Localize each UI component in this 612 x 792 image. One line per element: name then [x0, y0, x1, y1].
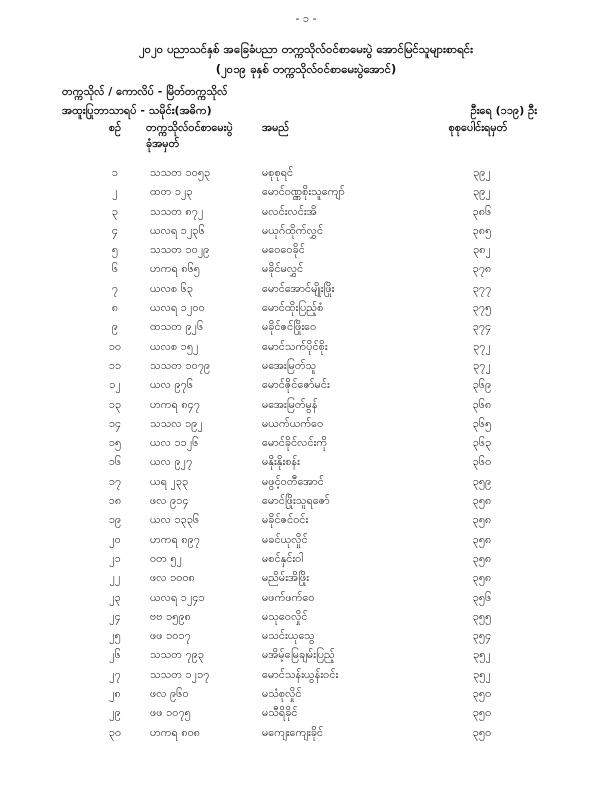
- row-marks: ၃၆၉: [472, 378, 492, 392]
- row-number: ၃၀: [108, 725, 122, 739]
- row-number: ၇: [111, 281, 119, 295]
- table-row: [0, 453, 612, 472]
- row-marks: ၃၅၀: [472, 725, 492, 739]
- row-marks: ၃၅၂: [473, 648, 491, 662]
- row-name: မအိမ့်မြေချမ်းပြည့်: [262, 648, 335, 662]
- row-roll-number: ထတ ၁၂၃: [150, 185, 193, 199]
- table-row: [0, 492, 612, 511]
- row-roll-number: ထသတ ၉၂၆: [150, 320, 204, 334]
- row-roll-number: သသတ ၈၇၂: [150, 204, 204, 218]
- row-marks: ၃၇၄: [472, 320, 492, 334]
- row-number: ၂: [112, 185, 118, 199]
- row-number: ၁၃: [108, 397, 122, 411]
- document-subtitle: (၂၀၁၉ ခုနှစ် တက္ကသိုလ်ဝင်စာမေးပွဲအောင်): [215, 62, 397, 76]
- row-number: ၈: [111, 301, 119, 315]
- row-name: မဖက်ဖက်ဝေ: [262, 590, 315, 604]
- row-marks: ၃၅၈: [472, 513, 492, 527]
- results-table: [0, 164, 612, 743]
- table-row: [0, 222, 612, 241]
- row-number: ၁၆: [108, 455, 122, 469]
- row-name: မဖွင့်ဝတီအောင်: [262, 474, 324, 488]
- row-roll-number: ဖဖ ၁၀၇၅: [150, 706, 191, 720]
- row-name: မယက်ယက်ဝေ: [262, 416, 324, 430]
- row-name: မသီရိခိုင်: [262, 706, 298, 720]
- table-row: [0, 569, 612, 588]
- row-marks: ၃၅၅: [472, 609, 492, 623]
- row-roll-number: ယလရ ၁၂၄၁: [150, 590, 205, 604]
- row-roll-number: ယလ ၁၃၃၆: [150, 513, 200, 527]
- row-roll-number: သသတ ၁၀၇၉: [150, 358, 211, 372]
- row-number: ၁၇: [108, 474, 122, 488]
- row-roll-number: ဖလ ၉၁၄: [150, 494, 189, 508]
- row-name: မောင်ဇိုင်ဇော်မင်း: [262, 378, 330, 392]
- row-roll-number: ဝတ ၅၂: [150, 551, 182, 565]
- row-name: မဝေဝေခိုင်: [262, 243, 305, 257]
- row-number: ၆: [111, 262, 119, 276]
- row-name: မခိုင်မလွှင်: [262, 262, 304, 276]
- table-row: [0, 357, 612, 376]
- row-marks: ၃၆၀: [472, 455, 492, 469]
- row-marks: ၃၅၈: [472, 494, 492, 508]
- row-marks: ၃၅၀: [472, 687, 492, 701]
- table-row: [0, 318, 612, 337]
- row-roll-number: ယလ ၉၂၇: [150, 455, 193, 469]
- row-marks: ၃၅၉: [472, 474, 492, 488]
- column-header-roll-sub: ခုံအမှတ်: [146, 137, 180, 150]
- table-row: [0, 396, 612, 415]
- row-marks: ၃၇၂: [473, 358, 491, 372]
- row-marks: ၃၆၈: [472, 397, 492, 411]
- row-roll-number: ယလ ၁၁၂၆: [150, 436, 199, 450]
- row-roll-number: သသတ ၇၉၃: [150, 648, 205, 662]
- row-marks: ၃၅၂: [473, 667, 491, 681]
- row-marks: ၃၉၂: [473, 166, 491, 179]
- row-marks: ၃၅၈: [472, 532, 492, 546]
- table-row: [0, 183, 612, 202]
- row-name: မောင်ဝဏ္ဏစိုးသူကျော်: [262, 185, 345, 199]
- row-name: မကျေးကျေးခိုင်: [262, 725, 324, 739]
- table-row: [0, 589, 612, 608]
- table-row: [0, 704, 612, 723]
- row-name: မစင်နှင်းဝါ: [262, 551, 304, 565]
- row-roll-number: ဟကရ ၈၆၅: [150, 262, 200, 276]
- row-marks: ၃၇၅: [472, 301, 492, 315]
- row-number: ၂၀: [109, 532, 121, 546]
- row-number: ၃: [111, 204, 119, 218]
- row-number: ၂၁: [109, 551, 121, 565]
- table-row: [0, 434, 612, 453]
- table-row: [0, 685, 612, 704]
- row-number: ၁၄: [108, 416, 122, 430]
- row-marks: ၃၇၈: [472, 262, 492, 276]
- row-roll-number: သသတ ၁၂၁၇: [150, 667, 210, 681]
- row-number: ၂၉: [109, 706, 121, 720]
- row-marks: ၃၅၈: [472, 551, 492, 565]
- row-roll-number: ယလရ ၁၂၀၀: [150, 301, 205, 315]
- university-label: တက္ကသိုလ် / ကောလိပ် - မြိတ်တက္ကသိုလ်: [62, 85, 228, 98]
- row-name: မောင်ဖြိုးသူရဇော်: [262, 494, 330, 508]
- row-roll-number: ယလစ ၁၅၂: [150, 339, 199, 353]
- row-roll-number: ဖလ ၉၆၀: [150, 687, 189, 701]
- row-marks: ၃၅၄: [472, 629, 492, 643]
- row-roll-number: ဖဖ ၁၀၁၇: [150, 629, 191, 643]
- row-name: မစုစုရင်: [262, 166, 294, 179]
- page-number: - ၁ -: [295, 12, 317, 25]
- row-name: မခိုင်ဇင်ဝင်း: [262, 513, 309, 527]
- row-number: ၂၇: [109, 667, 121, 681]
- table-row: [0, 550, 612, 569]
- row-name: မောင်အောင်မျိုးဖြိုး: [262, 281, 335, 295]
- row-marks: ၃၅၈: [472, 571, 492, 585]
- row-number: ၁၀: [108, 339, 122, 353]
- row-roll-number: ယရ ၂၃၃: [150, 474, 189, 488]
- row-marks: ၃၆၃: [472, 436, 492, 450]
- row-number: ၁၂: [109, 378, 121, 392]
- row-number: ၁၉: [108, 513, 122, 527]
- table-row: [0, 376, 612, 395]
- major-label: အထူးပြုဘာသာရပ် - သမိုင်း(အဓိက): [62, 104, 212, 117]
- table-row: [0, 338, 612, 357]
- row-marks: ၃၉၂: [473, 185, 491, 199]
- row-number: ၁၁: [108, 358, 122, 372]
- row-roll-number: ဗဗ ၁၅၉၈: [150, 609, 191, 623]
- row-roll-number: ယလ ၉၇၆: [150, 378, 194, 392]
- row-number: ၂၃: [109, 590, 121, 604]
- row-roll-number: ဟကရ ၈၉၇: [150, 532, 200, 546]
- table-row: [0, 164, 612, 183]
- row-name: မောင်ထိုးပြည့်စံ: [262, 301, 324, 315]
- table-row: [0, 511, 612, 530]
- column-header-no: စဉ်: [108, 121, 122, 134]
- row-number: ၁၈: [108, 494, 122, 508]
- table-row: [0, 299, 612, 318]
- row-roll-number: ဟကရ ၈၀၈: [150, 725, 201, 739]
- row-roll-number: သသတ ၁၀၂၉: [150, 243, 210, 257]
- row-marks: ၃၈၆: [472, 204, 492, 218]
- row-name: မောင်သက်ပိုင်စိုး: [262, 339, 328, 353]
- row-name: မညိမ်းအိဖြိုး: [262, 571, 310, 585]
- row-name: မအေးမြတ်မွန်: [262, 397, 318, 411]
- table-row: [0, 666, 612, 685]
- row-marks: ၃၅၆: [472, 590, 492, 604]
- row-number: ၂၆: [109, 648, 121, 662]
- row-marks: ၃၇၂: [473, 339, 491, 353]
- row-name: မသင်းယုသွေ: [262, 629, 315, 643]
- column-header-marks: စုစုပေါင်းရမှတ်: [448, 121, 508, 134]
- column-header-roll: တက္ကသိုလ်ဝင်စာမေးပွဲ: [146, 121, 233, 134]
- row-number: ၂၂: [109, 571, 121, 585]
- document-title: ၂၀၂၀ ပညာသင်နှစ် အခြေခံပညာ တက္ကသိုလ်ဝင်စာမေးပွဲ အောင်မြင်သူများစာရင်း: [138, 42, 474, 56]
- row-number: ၄: [111, 223, 119, 237]
- row-number: ၂၅: [109, 629, 121, 643]
- total-count: ဦးရေ (၁၁၉) ဦး: [470, 104, 537, 117]
- table-row: [0, 473, 612, 492]
- table-row: [0, 280, 612, 299]
- row-marks: ၃၆၅: [472, 416, 492, 430]
- row-roll-number: သသလ ၁၉၂: [150, 416, 203, 430]
- row-marks: ၃၇၇: [472, 281, 492, 295]
- row-name: မအေးမြတ်သူ: [262, 358, 317, 372]
- row-number: ၅: [111, 243, 119, 257]
- row-name: မနိုးနိုးစန်း: [262, 455, 300, 469]
- row-name: မခိုင်ဇင်ဖြိုးဝေ: [262, 320, 317, 334]
- row-roll-number: သသတ ၁၀၅၃: [150, 166, 211, 179]
- row-name: မသံစုလှိုင်: [262, 687, 302, 701]
- row-marks: ၃၈၂: [473, 243, 491, 257]
- row-name: မောင်သန်းယွန်းဝင်း: [262, 667, 339, 681]
- row-marks: ၃၈၅: [472, 223, 492, 237]
- row-name: မခင်ယုလှိုင်: [262, 532, 308, 546]
- table-row: [0, 646, 612, 665]
- row-roll-number: ဖလ ၁၀၀၈: [150, 571, 195, 585]
- table-row: [0, 260, 612, 279]
- row-name: မလင်းလင်းအိ: [262, 204, 317, 218]
- row-marks: ၃၅၀: [472, 706, 492, 720]
- row-roll-number: ယလစ ၆၃: [150, 281, 194, 295]
- row-roll-number: ယလရ ၁၂၃၆: [150, 223, 205, 237]
- table-row: [0, 608, 612, 627]
- table-row: [0, 415, 612, 434]
- table-row: [0, 203, 612, 222]
- row-number: ၁၅: [108, 436, 122, 450]
- row-number: ၉: [111, 320, 119, 334]
- row-name: မယုဂ်ထိုက်လွှင်: [262, 223, 324, 237]
- row-number: ၂၈: [109, 687, 121, 701]
- row-number: ၂၄: [109, 609, 121, 623]
- column-header-name: အမည်: [262, 121, 290, 134]
- table-row: [0, 531, 612, 550]
- row-name: မောင်ခိုင်လင်းကို: [262, 436, 328, 450]
- table-row: [0, 724, 612, 743]
- row-name: မသုဝေလှိုင်: [262, 609, 308, 623]
- table-row: [0, 627, 612, 646]
- row-roll-number: ဟကရ ၈၄၇: [150, 397, 200, 411]
- table-row: [0, 241, 612, 260]
- row-number: ၁: [111, 166, 119, 179]
